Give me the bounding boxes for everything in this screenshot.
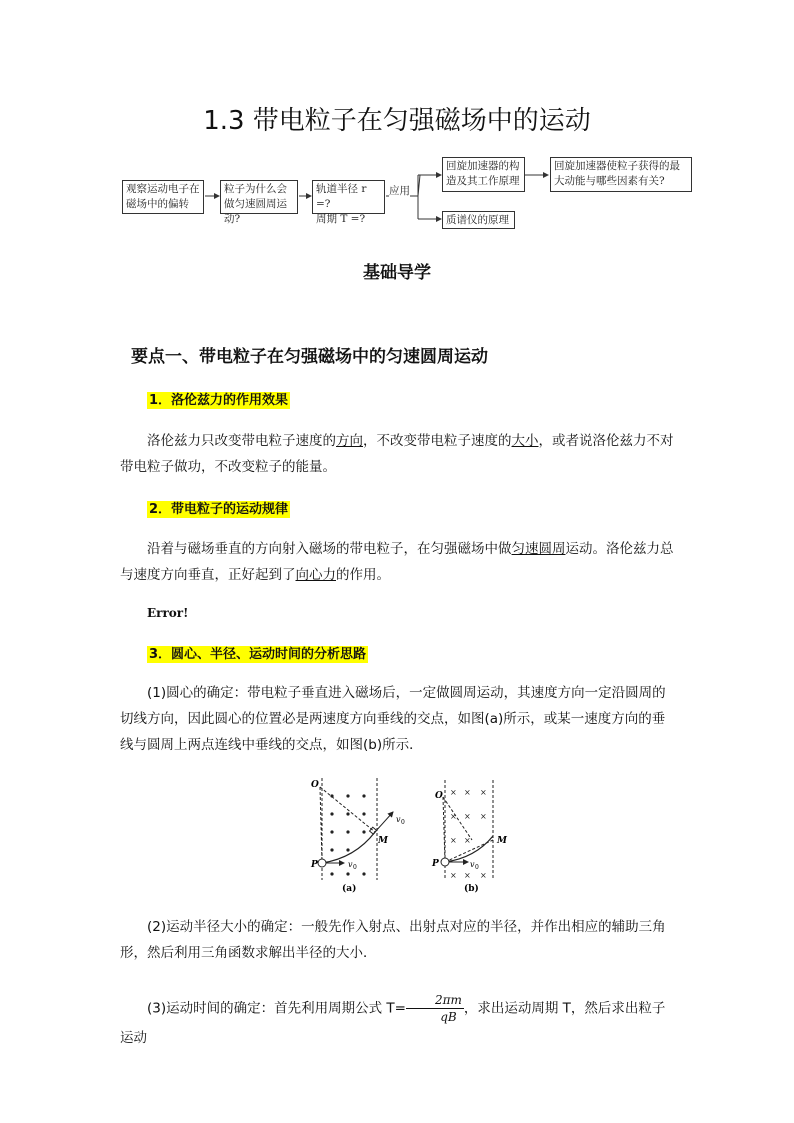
paragraph-lorentz-effect <box>120 428 676 480</box>
trajectory-a <box>322 832 375 863</box>
p1-text-a: 洛伦兹力只改变带电粒子速度的 <box>147 433 336 449</box>
main-point-heading: 要点一、带电粒子在匀强磁场中的匀速圆周运动 <box>131 347 488 367</box>
error-field: Error! <box>147 606 189 620</box>
flow-radius: 轨道半径 r =? <box>316 183 367 210</box>
velocity-a-exit <box>375 812 393 832</box>
label-b-caption: (b) <box>464 884 479 894</box>
period-formula-fraction <box>406 992 464 1025</box>
p1-underline-magnitude: 大小 <box>511 433 539 449</box>
item-heading-1 <box>147 389 290 408</box>
formula-numerator: 2πm <box>406 992 464 1009</box>
highlight-3: 3．圆心、半径、运动时间的分析思路 <box>149 647 367 662</box>
paragraph-motion-law <box>120 536 676 588</box>
label-b-P: P <box>432 859 439 869</box>
item-heading-2 <box>147 498 290 517</box>
label-a-v0-exit-sub: 0 <box>401 819 405 826</box>
highlight-1: 1．洛伦兹力的作用效果 <box>149 393 289 408</box>
svg-text:×: × <box>464 836 471 845</box>
label-a-O: O <box>311 780 319 790</box>
label-b-v0-entry-sub: 0 <box>475 864 479 871</box>
p2-underline-centripetal: 向心力 <box>295 567 336 583</box>
p1-underline-direction: 方向 <box>336 433 363 449</box>
p2-text-c: 的作用。 <box>336 567 390 583</box>
paragraph-time-determination <box>120 992 676 1051</box>
label-b-O: O <box>435 791 443 801</box>
section-heading: 基础导学 <box>363 263 431 283</box>
particle-a <box>318 859 326 867</box>
label-a-caption: (a) <box>342 884 357 894</box>
p1-text-c: ，或者说洛伦兹力不对带电粒子做功，不改变粒子的能量。 <box>120 433 674 475</box>
p5-text-a: (3)运动时间的确定：首先利用周期公式 T= <box>147 1000 406 1017</box>
flow-box-radius-period <box>312 180 385 225</box>
flow-box-why-circle: 粒子为什么会做匀速圆周运动? <box>220 180 298 214</box>
svg-text:×: × <box>450 871 457 880</box>
svg-text:×: × <box>480 871 487 880</box>
svg-text:×: × <box>450 788 457 797</box>
flow-box-cyclotron: 回旋加速器的构造及其工作原理 <box>442 157 525 192</box>
svg-text:×: × <box>450 812 457 821</box>
label-a-v0-exit: v <box>396 815 401 824</box>
p1-text-b: ，不改变带电粒子速度的 <box>363 433 512 449</box>
p2-text-a: 沿着与磁场垂直的方向射入磁场的带电粒子，在匀强磁场中做 <box>147 541 512 557</box>
svg-text:×: × <box>464 812 471 821</box>
p2-underline-uniform-circular: 匀速圆周 <box>511 541 566 557</box>
figure-b <box>431 780 508 894</box>
paragraph-center-determination: (1)圆心的确定：带电粒子垂直进入磁场后，一定做圆周运动，其速度方向一定沿圆周的切线方向，因此圆心的位置必是两速度方向垂线的交点，如图(a)所示，或某一速度方向的垂线与圆周上两点连线中垂线的交点，如图(b)所示． <box>120 685 666 753</box>
particle-b <box>441 858 449 866</box>
svg-text:×: × <box>464 871 471 880</box>
label-a-v0-entry: v <box>348 860 353 869</box>
formula-denominator: qB <box>440 1010 457 1024</box>
highlight-2: 2．带电粒子的运动规律 <box>149 502 289 517</box>
label-a-M: M <box>378 836 388 846</box>
figure-a <box>310 778 405 894</box>
figure-svg <box>300 770 520 898</box>
flow-apply-label: 应用 <box>389 185 410 197</box>
figure-magnetic-field <box>300 770 520 898</box>
radius-a-OM <box>320 787 375 832</box>
flow-box-max-energy: 回旋加速器使粒子获得的最大动能与哪些因素有关? <box>550 157 692 192</box>
svg-text:×: × <box>464 788 471 797</box>
page-title: 1.3 带电粒子在匀强磁场中的运动 <box>203 106 591 136</box>
svg-text:×: × <box>480 788 487 797</box>
label-a-P: P <box>311 860 318 870</box>
flow-period: 周期 T =? <box>316 213 366 225</box>
label-a-v0-entry-sub: 0 <box>353 864 357 871</box>
p5-text-b: ，求出运动周期 T，然后求出粒子运动 <box>120 1000 666 1046</box>
label-b-M: M <box>497 836 507 846</box>
svg-text:×: × <box>480 812 487 821</box>
paragraph-radius-determination: (2)运动半径大小的确定：一般先作入射点、出射点对应的半径，并作出相应的辅助三角形，然后利用三角函数求解出半径的大小． <box>120 919 666 961</box>
svg-text:×: × <box>450 836 457 845</box>
item-heading-3 <box>147 643 368 662</box>
concept-flowchart <box>118 155 698 235</box>
label-b-v0-entry: v <box>470 860 475 869</box>
p2-text-b: 运动。洛伦兹力总与速度方向垂直，正好起到了 <box>120 541 674 583</box>
field-crosses <box>450 788 487 880</box>
flow-box-mass-spec: 质谱仪的原理 <box>442 211 515 229</box>
flow-box-observe: 观察运动电子在磁场中的偏转 <box>122 180 204 214</box>
